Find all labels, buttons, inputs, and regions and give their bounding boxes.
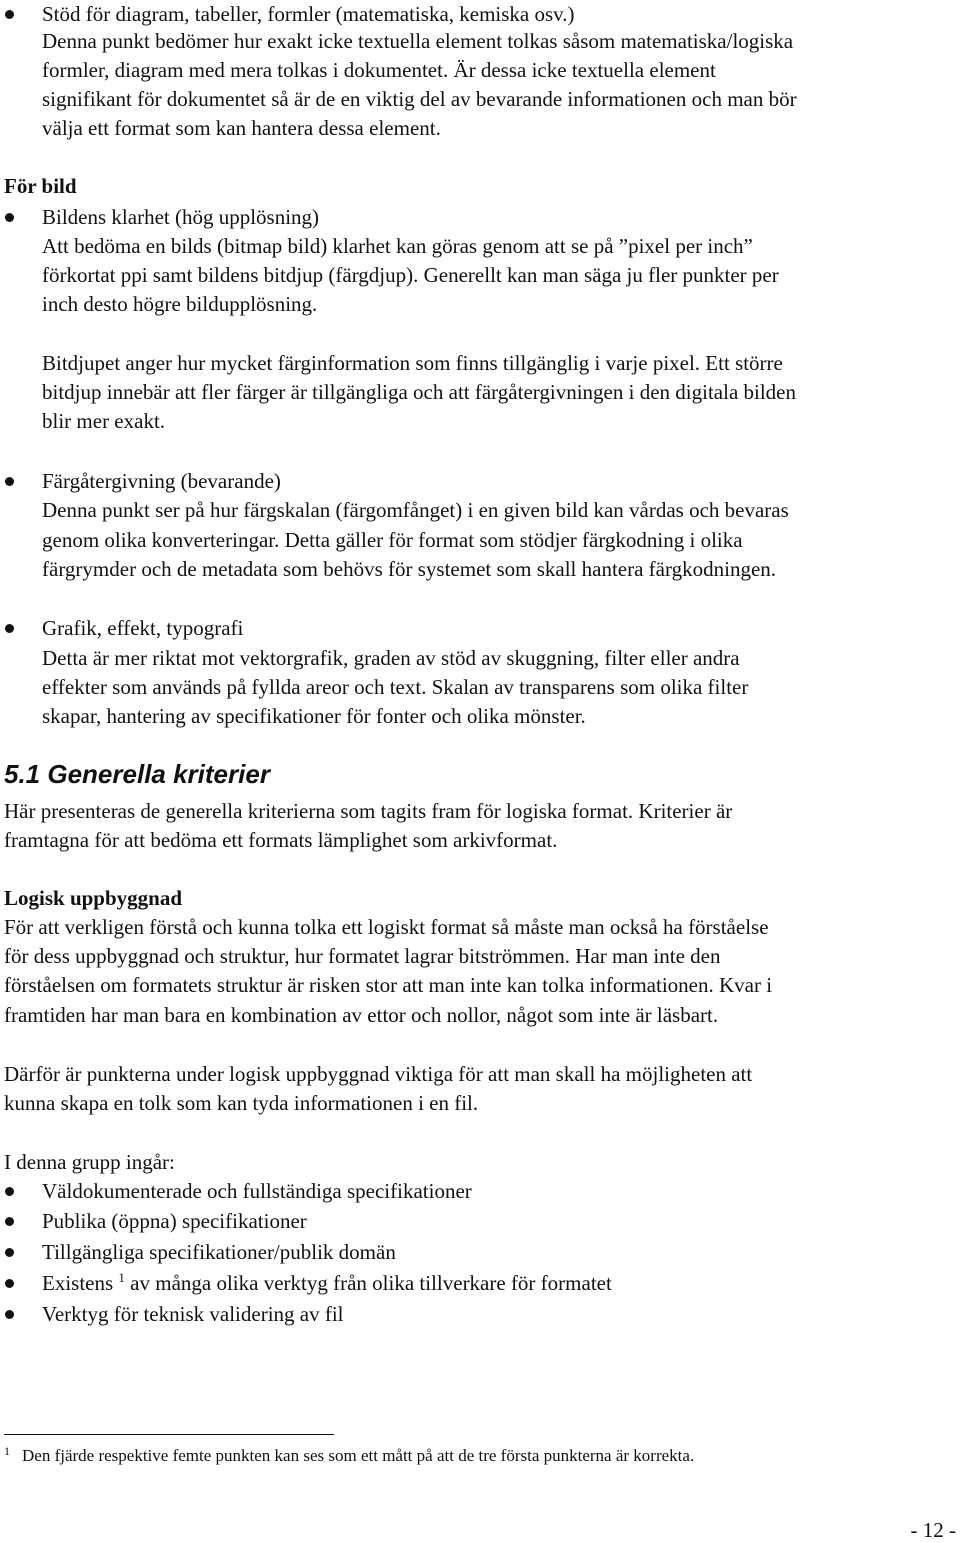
bullet-icon [5,624,14,633]
body-line: framtagna för att bedöma ett formats lämplighet som arkivformat. [4,828,558,852]
footnote-reference[interactable]: 1 [118,1270,125,1285]
body-line: inch desto högre bildupplösning. [42,292,318,316]
bullet-label: Bildens klarhet (hög upplösning) [42,205,320,229]
body-line: Denna punkt ser på hur färgskalan (färgomfånget) i en given bild kan vårdas och bevaras [42,498,789,522]
bullet-icon [5,1310,14,1319]
list-item-label: Existens [42,1271,114,1295]
body-line: färgrymder och de metadata som behövs för systemet som skall hantera färgkodningen. [42,557,777,581]
footnote-text: Den fjärde respektive femte punkten kan ses som ett mått på att de tre första punkterna är korrekta. [22,1446,695,1465]
body-line: Denna punkt bedömer hur exakt icke textuella element tolkas såsom matematiska/logiska [42,29,794,53]
bullet-item-color-reproduction [0,467,960,497]
bullet-label: Färgåtergivning (bevarande) [42,469,281,493]
list-item [0,1269,960,1299]
body-line: blir mer exakt. [42,409,166,433]
list-item-label: Tillgängliga specifikationer/publik domän [42,1240,396,1264]
bullet-icon [5,1187,14,1196]
group-intro: I denna grupp ingår: [4,1150,175,1174]
body-line: Därför är punkterna under logisk uppbyggnad viktiga för att man skall ha möjligheten att [4,1062,753,1086]
body-line: För att verkligen förstå och kunna tolka ett logiskt format så måste man också ha förståelse [4,915,769,939]
body-line: framtiden har man bara en kombination av ettor och nollor, något som inte är läsbart. [4,1003,719,1027]
list-item-label: Publika (öppna) specifikationer [42,1209,307,1233]
body-line: Bitdjupet anger hur mycket färginformation som finns tillgänglig i varje pixel. Ett större [42,351,783,375]
list-item [0,1177,960,1207]
page-number: - 12 - [910,1518,956,1542]
body-line: för dess uppbyggnad och struktur, hur formatet lagrar bitströmmen. Har man inte den [4,944,721,968]
body-line: Här presenteras de generella kriterierna som tagits fram för logiska format. Kriterier är [4,799,733,823]
body-line: välja ett format som kan hantera dessa element. [42,116,441,140]
body-line: förståelsen om formatets struktur är risken stor att man inte kan tolka informationen. Kvar i [4,973,773,997]
body-line: Detta är mer riktat mot vektorgrafik, graden av stöd av skuggning, filter eller andra [42,646,740,670]
bullet-icon [5,10,14,19]
bullet-item-image-clarity [0,203,960,233]
body-line: formler, diagram med mera tolkas i dokumentet. Är dessa icke textuella element [42,58,716,82]
list-item-label: Väldokumenterade och fullständiga specifikationer [42,1179,472,1203]
body-line: kunna skapa en tolk som kan tyda informationen i en fil. [4,1091,479,1115]
bullet-item-diagram-support [0,0,960,30]
body-line: Att bedöma en bilds (bitmap bild) klarhet kan göras genom att se på ”pixel per inch” [42,234,753,258]
list-item-label-rest: av många olika verktyg från olika tillverkare för formatet [124,1271,612,1295]
list-item [0,1238,960,1268]
body-line: skapar, hantering av specifikationer för fonter och olika mönster. [42,704,586,728]
list-item-label: Verktyg för teknisk validering av fil [42,1302,344,1326]
body-line: bitdjup innebär att fler färger är tillgängliga och att färgåtergivningen i den digitala bilden [42,380,797,404]
footnote-marker: 1 [4,1444,10,1458]
body-line: signifikant för dokumentet så är de en viktig del av bevarande informationen och man bör [42,87,797,111]
bullet-icon [5,1279,14,1288]
subheading-for-bild: För bild [4,174,77,198]
bullet-icon [5,1217,14,1226]
bullet-label: Stöd för diagram, tabeller, formler (matematiska, kemiska osv.) [42,2,575,26]
body-line: genom olika konverteringar. Detta gäller för format som stödjer färgkodning i olika [42,528,743,552]
list-item [0,1300,960,1330]
subheading-logisk-uppbyggnad: Logisk uppbyggnad [4,886,183,910]
footnote [4,1444,694,1469]
list-item-existens [42,1269,612,1300]
body-line: förkortat ppi samt bildens bitdjup (färgdjup). Generellt kan man säga ju fler punkter per [42,263,779,287]
list-item [0,1207,960,1237]
bullet-item-graphics [0,614,960,644]
bullet-icon [5,213,14,222]
bullet-icon [5,1248,14,1257]
body-line: effekter som används på fyllda areor och text. Skalan av transparens som olika filter [42,675,749,699]
bullet-label: Grafik, effekt, typografi [42,616,244,640]
section-heading: 5.1 Generella kriterier [4,759,270,789]
bullet-icon [5,477,14,486]
footnote-divider [4,1434,334,1435]
